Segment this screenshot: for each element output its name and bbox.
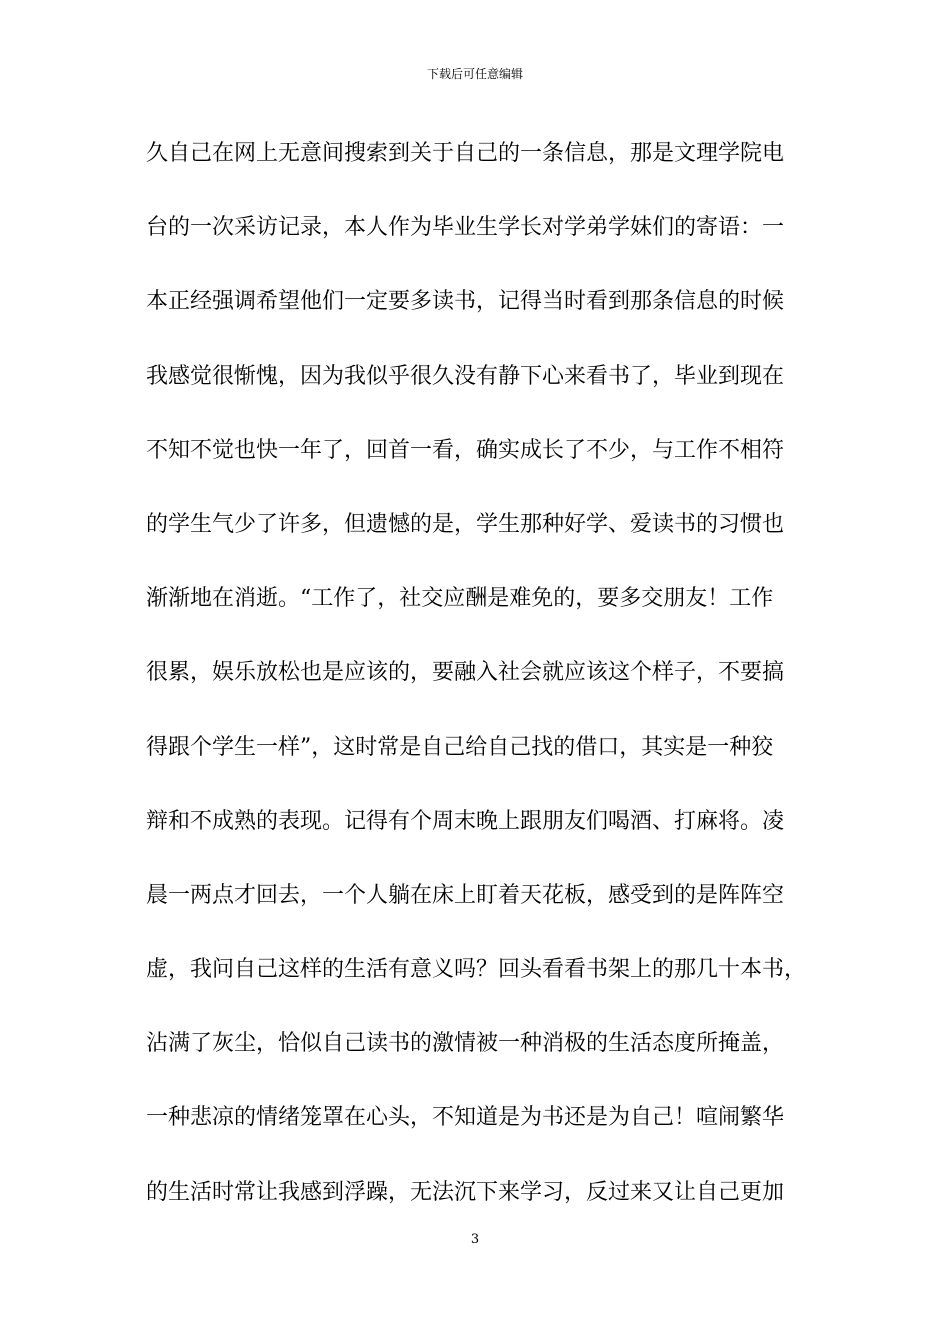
text-line: 虚，我问自己这样的生活有意义吗？回头看看书架上的那几十本书，: [146, 957, 807, 983]
text-line: 的学生气少了许多，但遗憾的是，学生那种好学、爱读书的习惯也: [146, 511, 785, 537]
text-line: 的生活时常让我感到浮躁，无法沉下来学习，反过来又让自己更加: [146, 1179, 785, 1205]
text-line: 台的一次采访记录，本人作为毕业生学长对学弟学妹们的寄语：一: [146, 215, 785, 241]
text-line: 渐渐地在消逝。“工作了，社交应酬是难免的，要多交朋友！工作: [146, 586, 774, 612]
text-line: 晨一两点才回去，一个人躺在床上盯着天花板，感受到的是阵阵空: [146, 882, 785, 908]
body-text: [146, 134, 826, 1247]
text-line: 沾满了灰尘，恰似自己读书的激情被一种消极的生活态度所掩盖，: [146, 1031, 785, 1057]
text-line: 本正经强调希望他们一定要多读书，记得当时看到那条信息的时候: [146, 289, 785, 315]
text-line: 得跟个学生一样”，这时常是自己给自己找的借口，其实是一种狡: [146, 734, 774, 760]
text-line: 一种悲凉的情绪笼罩在心头，不知道是为书还是为自己！喧闹繁华: [146, 1105, 785, 1131]
text-line: 久自己在网上无意间搜索到关于自己的一条信息，那是文理学院电: [146, 141, 785, 166]
page-number: 3: [470, 1232, 480, 1247]
text-line: 我感觉很惭愧，因为我似乎很久没有静下心来看书了，毕业到现在: [146, 363, 785, 389]
page-header: 下载后可任意编辑: [426, 67, 523, 81]
text-line: 很累，娱乐放松也是应该的，要融入社会就应该这个样子，不要搞: [146, 660, 785, 686]
text-line: 不知不觉也快一年了，回首一看，确实成长了不少，与工作不相符: [146, 437, 785, 463]
text-line: 辩和不成熟的表现。记得有个周末晚上跟朋友们喝酒、打麻将。凌: [146, 808, 785, 834]
